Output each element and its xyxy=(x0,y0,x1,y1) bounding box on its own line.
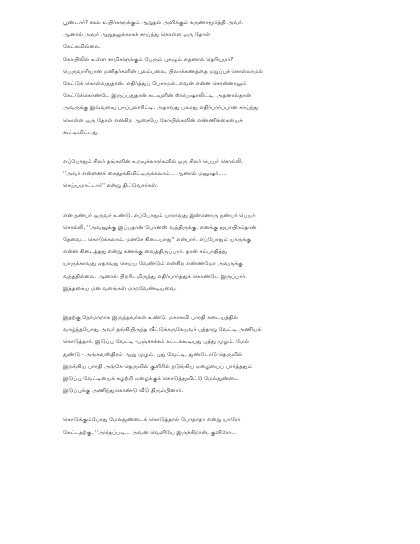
text-line: கேட்டதற்கு, ''அதெப்படி... அவன் வெளியே இருக்கிறான், குளிரோ... xyxy=(63,429,237,436)
text-line: இடுப்புக்கு அணிந்துகொண்டு வீடு திரும்பினார். xyxy=(63,388,184,395)
text-line: எப்போதும் சிலர் தங்களின் உறவுக்காரர்களில் ஒரு சிலர் பெயர் சொல்லி, xyxy=(63,159,244,166)
text-line: கொடுக்கும்போது மேல்துண்டைக் கொடுத்தால் போதாதா என்று யாரோ xyxy=(63,417,241,424)
text-line: கோயிலில் உள்ள சாமிகளுக்கும் பேரும் புகழும் எதனால் தெரியுமா? xyxy=(63,56,234,63)
text-line: துண்டு - அங்கவஸ்திரம் ஆறு முழம். புது வேட்டி, துண்டோடு தெருவில் xyxy=(63,351,243,358)
document-page xyxy=(63,17,383,456)
text-line: வாழ்ந்தபோது அவர் தங்கியிருந்த வீட்டுக்கருகேயவர் பத்தாறு வேட்டி அணியக் xyxy=(63,327,262,334)
text-line: கேட்டுக்கொண்டே இருப்பதுதான் கடவுளின் ஸ்பெஷாலிட்டி. அதனால்தான் xyxy=(63,93,251,100)
text-line: இடுப்பு வேட்டியைக் கழற்றி ஏழைக்குக் கொடுத்துவிட்டு மேல்துண்டை xyxy=(63,376,239,383)
paragraph xyxy=(63,312,383,397)
paragraph xyxy=(63,414,383,438)
text-line: கேட்கவில்லை. xyxy=(63,44,101,51)
paragraph xyxy=(63,210,383,295)
text-line: பெருவாரியான மனிதர்களின் புலம்பலை, பிலாக்கணத்தை மறுப்புச் சொல்லாமல் xyxy=(63,68,263,75)
text-line: செய்யமாட்டார்'' என்று திட்டுவார்கள். xyxy=(63,183,158,190)
text-line: இத்தகைய மன வளங்கள் மாறவேண்டியவை. xyxy=(63,285,177,292)
text-line: அவருக்கு இவ்வளவு பாப்புலாரிட்டி. அதாவது பலரது எதிர்பார்ப்பான சாய்ந்து xyxy=(63,105,259,112)
text-line: சொல்லி, ''அவனுக்கு இப்பதான் போனஸ் வந்திருக்கு. எனக்கு ஐயாயிரம்தான் xyxy=(63,224,257,231)
paragraph xyxy=(63,17,383,139)
text-line: கொள்ள ஒரு தோள் என்கிற ஆசையே கோயில்களின் எண்ணிக்கையைக் xyxy=(63,117,243,124)
text-line: என் நண்பர் ஒருவர் உண்டு. எப்போதும் யாராவது இன்னொரு நண்பர் பெயர் xyxy=(63,212,256,219)
text-line: இதற்கு நேர்மாறாக இருந்தவர்கள் உண்டு. மகாகவி பாரதி கடையத்தில் xyxy=(63,315,238,322)
text-line: யாருக்காவது ஏதாவது செய்ய வேண்டும் என்கிற எண்ணமோ அவருக்கு xyxy=(63,261,243,268)
text-line: கேட்டுக் கொள்வதுதான். எதிர்த்துப் பேசாமல், எவன் என்ன சொன்னாலும் xyxy=(63,81,247,88)
text-line: ''அவர் என்னைக் கைதூக்கிவிட்டிருக்கலாம்... ஆனால் மனுஷர்..... xyxy=(63,171,227,178)
text-line: என்ன கிடைத்தது என்று கணக்கு வைத்திருப்பார். தான் சம்பாதித்து xyxy=(63,249,227,256)
text-line: ஆனால் அவர் ஆறுதலுக்காகச் சாய்ந்து கொள்ள ஒரு தோள் xyxy=(63,32,211,39)
text-line: வந்ததில்லை. ஆனால் பிறரிடமிருந்து எதிர்பார்த்துக் கொண்டே இருப்பார். xyxy=(63,273,247,280)
text-line: தேவை... கொடுக்கலாம். மனசே கிடையாது'' என்பார். எப்போதும் யாருக்கு xyxy=(63,237,251,244)
paragraph xyxy=(63,156,383,193)
text-line: கொடுத்தார். இடுப்பு வேட்டி -பஞ்சகச்சம் கட்டக்கூடியது பத்து முழம். மேல் xyxy=(63,339,250,346)
text-line: இறங்கிய பாரதி அங்கே தெருவில் குளிரில் நடுங்கிய ஏழையைப் பார்த்ததும் xyxy=(63,363,253,370)
text-line: கூட்டிவிட்டது. xyxy=(63,129,100,136)
text-line: பூண்டார்? சகல உயிர்களுக்கும் ஆறுதல் அளிக்கும் கருணாமூர்த்தி அவர். xyxy=(63,20,244,26)
